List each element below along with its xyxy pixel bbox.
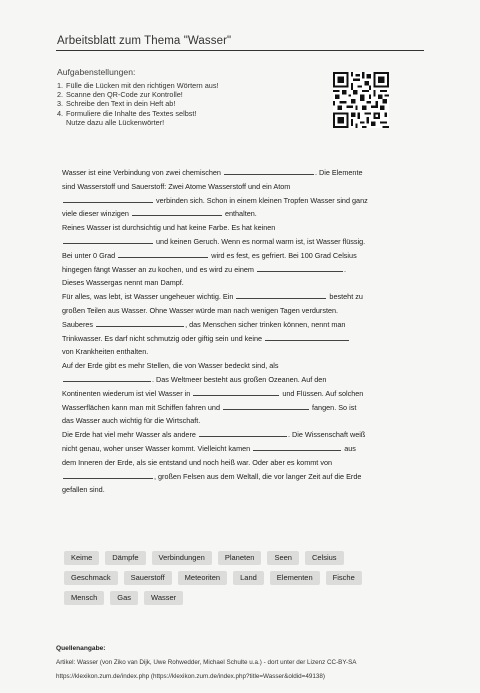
gap-blank[interactable] xyxy=(96,319,184,327)
text-segment: und keinen Geruch. Wenn es normal warm ist, ist Wasser flüssig. xyxy=(156,236,366,246)
word-chip[interactable]: Verbindungen xyxy=(152,551,212,565)
text-segment: enthalten. xyxy=(224,209,257,219)
word-chip[interactable]: Meteoriten xyxy=(178,571,227,585)
text-segment: fangen. So ist xyxy=(312,402,357,412)
gap-blank[interactable] xyxy=(118,250,208,258)
gap-blank[interactable] xyxy=(236,291,326,299)
text-line xyxy=(62,194,418,208)
text-line xyxy=(62,373,418,387)
task-number: 3. xyxy=(57,99,64,109)
text-segment: Reines Wasser ist durchsichtig und hat keine Farbe. Es hat keinen xyxy=(62,223,276,233)
task-item xyxy=(57,90,219,99)
text-line xyxy=(62,428,418,442)
text-line xyxy=(62,235,418,249)
text-segment: gefallen sind. xyxy=(62,485,105,495)
text-line xyxy=(62,387,418,401)
gap-blank[interactable] xyxy=(63,195,153,203)
word-chip[interactable]: Land xyxy=(233,571,264,585)
word-chip[interactable]: Sauerstoff xyxy=(124,571,172,585)
word-chip[interactable]: Dämpfe xyxy=(105,551,145,565)
source-link[interactable]: https://klexikon.zum.de/index.php (https://klexikon.zum.de/index.php?title=Wasser&oldid=49138) xyxy=(56,673,325,680)
text-line xyxy=(62,249,418,263)
text-line xyxy=(62,456,418,470)
gap-blank[interactable] xyxy=(265,333,349,341)
text-segment: Wasserflächen kann man mit Schiffen fahren und xyxy=(62,402,220,412)
text-segment: von Krankheiten enthalten. xyxy=(62,347,149,357)
text-line xyxy=(62,442,418,456)
task-text: Formuliere die Inhalte des Textes selbst! xyxy=(66,108,197,118)
word-chip[interactable]: Mensch xyxy=(64,591,104,605)
text-line xyxy=(62,290,418,304)
gap-blank[interactable] xyxy=(63,236,153,244)
word-chip[interactable]: Gas xyxy=(110,591,138,605)
word-bank-row xyxy=(64,571,394,585)
text-segment: und Flüssen. Auf solchen xyxy=(282,388,364,398)
gap-blank[interactable] xyxy=(63,471,153,479)
gap-blank[interactable] xyxy=(253,443,341,451)
text-segment: . Die Elemente xyxy=(314,168,363,177)
source-article: Artikel: Wasser (von Ziko van Dijk, Uwe Rohwedder, Michael Schulte u.a.) - dort unter der Lizenz CC-BY-SA xyxy=(56,659,357,666)
text-line xyxy=(62,276,418,290)
word-bank xyxy=(64,551,394,611)
qr-code-icon[interactable] xyxy=(333,72,389,128)
text-segment: nicht genau, woher unser Wasser kommt. Vielleicht kamen xyxy=(62,443,251,453)
gap-blank[interactable] xyxy=(257,264,343,272)
word-bank-row xyxy=(64,551,394,565)
text-segment: Für alles, was lebt, ist Wasser ungeheuer wichtig. Ein xyxy=(62,292,234,302)
text-line xyxy=(62,414,418,428)
title-divider xyxy=(56,50,424,51)
text-segment: aus xyxy=(344,443,356,453)
text-segment: wird es fest, es gefriert. Bei 100 Grad Celsius xyxy=(211,250,357,260)
text-segment: dem Inneren der Erde, als sie entstand und noch heiß war. Oder aber es kommt von xyxy=(62,457,333,467)
text-line xyxy=(62,470,418,484)
word-chip[interactable]: Geschmack xyxy=(64,571,118,585)
text-segment: Trinkwasser. Es darf nicht schmutzig oder giftig sein und keine xyxy=(62,333,263,343)
word-chip[interactable]: Planeten xyxy=(218,551,262,565)
text-segment: Kontinenten wiederum ist viel Wasser in xyxy=(62,388,191,398)
word-chip[interactable]: Wasser xyxy=(144,591,183,605)
text-line xyxy=(62,401,418,415)
word-chip[interactable]: Keime xyxy=(64,551,99,565)
task-number: 1. xyxy=(57,81,64,90)
text-line xyxy=(62,221,418,235)
word-chip[interactable]: Celsius xyxy=(305,551,344,565)
text-segment: . Das Weltmeer besteht aus großen Ozeanen. Auf den xyxy=(152,374,327,384)
text-segment: , großen Felsen aus dem Weltall, die vor langer Zeit auf die Erde xyxy=(154,471,362,481)
text-line xyxy=(62,332,418,346)
text-line xyxy=(62,304,418,318)
text-segment: verbinden sich. Schon in einem kleinen Tropfen Wasser sind ganz xyxy=(156,195,368,205)
task-number: 4. xyxy=(57,108,64,118)
cloze-text xyxy=(62,166,418,497)
text-line xyxy=(62,207,418,221)
text-segment: , das Menschen sicher trinken können, nennt man xyxy=(185,319,346,329)
word-bank-row xyxy=(64,591,394,605)
word-chip[interactable]: Seen xyxy=(267,551,299,565)
text-segment: das Wasser auch wichtig für die Wirtschaft. xyxy=(62,416,201,426)
task-item xyxy=(57,99,219,108)
word-chip[interactable]: Fische xyxy=(326,571,362,585)
task-number: 2. xyxy=(57,90,64,100)
gap-blank[interactable] xyxy=(199,429,287,437)
gap-blank[interactable] xyxy=(63,374,151,382)
text-line xyxy=(62,345,418,359)
tasks-heading: Aufgabenstellungen: xyxy=(57,67,136,77)
word-chip[interactable]: Elementen xyxy=(270,571,320,585)
task-text: Scanne den QR-Code zur Kontrolle! xyxy=(66,90,183,100)
text-segment: Wasser ist eine Verbindung von zwei chemischen xyxy=(62,168,221,177)
task-text: Fülle die Lücken mit den richtigen Wörtern aus! xyxy=(66,81,219,90)
text-segment: Auf der Erde gibt es mehr Stellen, die von Wasser bedeckt sind, als xyxy=(62,361,279,371)
text-line xyxy=(62,318,418,332)
gap-blank[interactable] xyxy=(132,208,222,216)
task-continuation: Nutze dazu alle Lückenwörter! xyxy=(66,117,165,127)
gap-blank[interactable] xyxy=(193,388,279,396)
text-segment: Bei unter 0 Grad xyxy=(62,250,116,260)
text-segment: viele dieser winzigen xyxy=(62,209,129,219)
text-segment: sind Wasserstoff und Sauerstoff: Zwei Atome Wasserstoff und ein Atom xyxy=(62,181,291,191)
text-line xyxy=(62,180,418,194)
page-title: Arbeitsblatt zum Thema "Wasser" xyxy=(57,35,232,47)
text-line xyxy=(62,263,418,277)
task-item xyxy=(57,81,219,90)
text-segment: Sauberes xyxy=(62,319,94,329)
text-segment: . Die Wissenschaft weiß xyxy=(287,430,366,440)
gap-blank[interactable] xyxy=(224,167,314,175)
text-line xyxy=(62,483,418,497)
text-line xyxy=(62,359,418,373)
gap-blank[interactable] xyxy=(223,402,309,410)
task-list xyxy=(57,81,219,127)
text-segment: Die Erde hat viel mehr Wasser als andere xyxy=(62,430,196,440)
text-segment: besteht zu xyxy=(329,292,363,302)
text-line xyxy=(62,166,418,180)
task-item xyxy=(57,109,219,118)
text-segment: . xyxy=(344,264,347,274)
text-segment: Dieses Wassergas nennt man Dampf. xyxy=(62,278,184,288)
task-text: Schreibe den Text in dein Heft ab! xyxy=(66,99,176,109)
text-segment: hingegen fängt Wasser an zu kochen, und es wird zu einem xyxy=(62,264,254,274)
source-heading: Quellenangabe: xyxy=(56,645,106,652)
text-segment: großen Teilen aus Wasser. Ohne Wasser würde man nach wenigen Tagen verdursten. xyxy=(62,305,339,315)
